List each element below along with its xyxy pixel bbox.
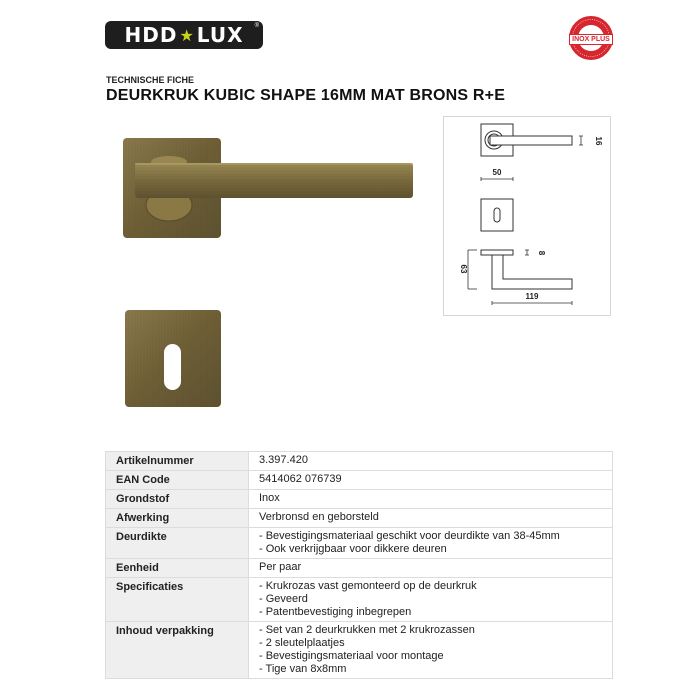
spec-table (105, 451, 613, 679)
spec-value-line: - Ook verkrijgbaar voor dikkere deuren (259, 543, 447, 555)
spec-value (249, 452, 613, 471)
logo-wordmark (125, 23, 244, 47)
table-row (106, 452, 613, 471)
table-row (106, 559, 613, 578)
table-row (106, 509, 613, 528)
document-subtitle: TECHNISCHE FICHE (106, 75, 195, 85)
inox-plus-badge (569, 16, 613, 60)
keyhole-escutcheon-icon (125, 310, 221, 407)
table-row (106, 490, 613, 509)
spec-value-line: - 2 sleutelplaatjes (259, 637, 345, 649)
spec-key: Artikelnummer (106, 452, 249, 471)
spec-value-line: - Geveerd (259, 593, 308, 605)
spec-key: Specificaties (106, 578, 249, 622)
spec-value (249, 559, 613, 578)
spec-value (249, 509, 613, 528)
technical-drawing (443, 116, 611, 316)
handle-top-view-icon (481, 124, 572, 156)
spec-key: Afwerking (106, 509, 249, 528)
spec-value-line: - Patentbevestiging inbegrepen (259, 606, 412, 618)
spec-value-line: 3.397.420 (259, 454, 308, 466)
dim-63-label: 63 (459, 264, 468, 274)
spec-value-line: - Bevestigingsmateriaal voor montage (259, 650, 444, 662)
dim-119-label: 119 (525, 292, 539, 301)
hdd-lux-logo (105, 21, 263, 49)
spec-value-line: - Krukrozas vast gemonteerd op de deurkruk (259, 580, 477, 592)
spec-key: Grondstof (106, 490, 249, 509)
spec-value-line: 5414062 076739 (259, 473, 342, 485)
spec-value (249, 622, 613, 679)
spec-value (249, 471, 613, 490)
spec-value-line: Per paar (259, 561, 302, 573)
spec-value (249, 490, 613, 509)
lever-handle-icon (135, 163, 413, 198)
dim-16-label: 16 (594, 136, 603, 146)
spec-value-line: Verbronsd en geborsteld (259, 511, 379, 523)
spec-key: Deurdikte (106, 528, 249, 559)
logo-text-right: LUX (196, 23, 244, 47)
badge-label: INOX PLUS (569, 34, 613, 45)
spec-key: EAN Code (106, 471, 249, 490)
star-icon: ★ (179, 25, 195, 45)
spec-value (249, 528, 613, 559)
spec-key: Eenheid (106, 559, 249, 578)
dim-50-label: 50 (492, 168, 502, 177)
registered-mark: ® (254, 23, 259, 29)
spec-value (249, 578, 613, 622)
spec-value-line: - Bevestigingsmateriaal geschikt voor deurdikte van 38-45mm (259, 530, 560, 542)
spec-value-line: - Tige van 8x8mm (259, 663, 347, 675)
product-photo (104, 116, 430, 436)
table-row (106, 528, 613, 559)
handle-side-view-icon (481, 250, 572, 289)
dim-16 (579, 136, 583, 145)
document-title: DEURKRUK KUBIC SHAPE 16MM MAT BRONS R+E (106, 87, 506, 104)
dim-8-label: 8 (537, 250, 546, 256)
escutcheon-front-view-icon (481, 199, 513, 231)
table-row (106, 578, 613, 622)
table-row (106, 622, 613, 679)
spec-value-line: Inox (259, 492, 280, 504)
table-row (106, 471, 613, 490)
door-handle-image (104, 116, 430, 436)
spec-value-line: - Set van 2 deurkrukken met 2 krukrozassen (259, 624, 475, 636)
spec-key: Inhoud verpakking (106, 622, 249, 679)
dimension-drawing (444, 117, 612, 317)
logo-text-left: HDD (124, 23, 178, 47)
